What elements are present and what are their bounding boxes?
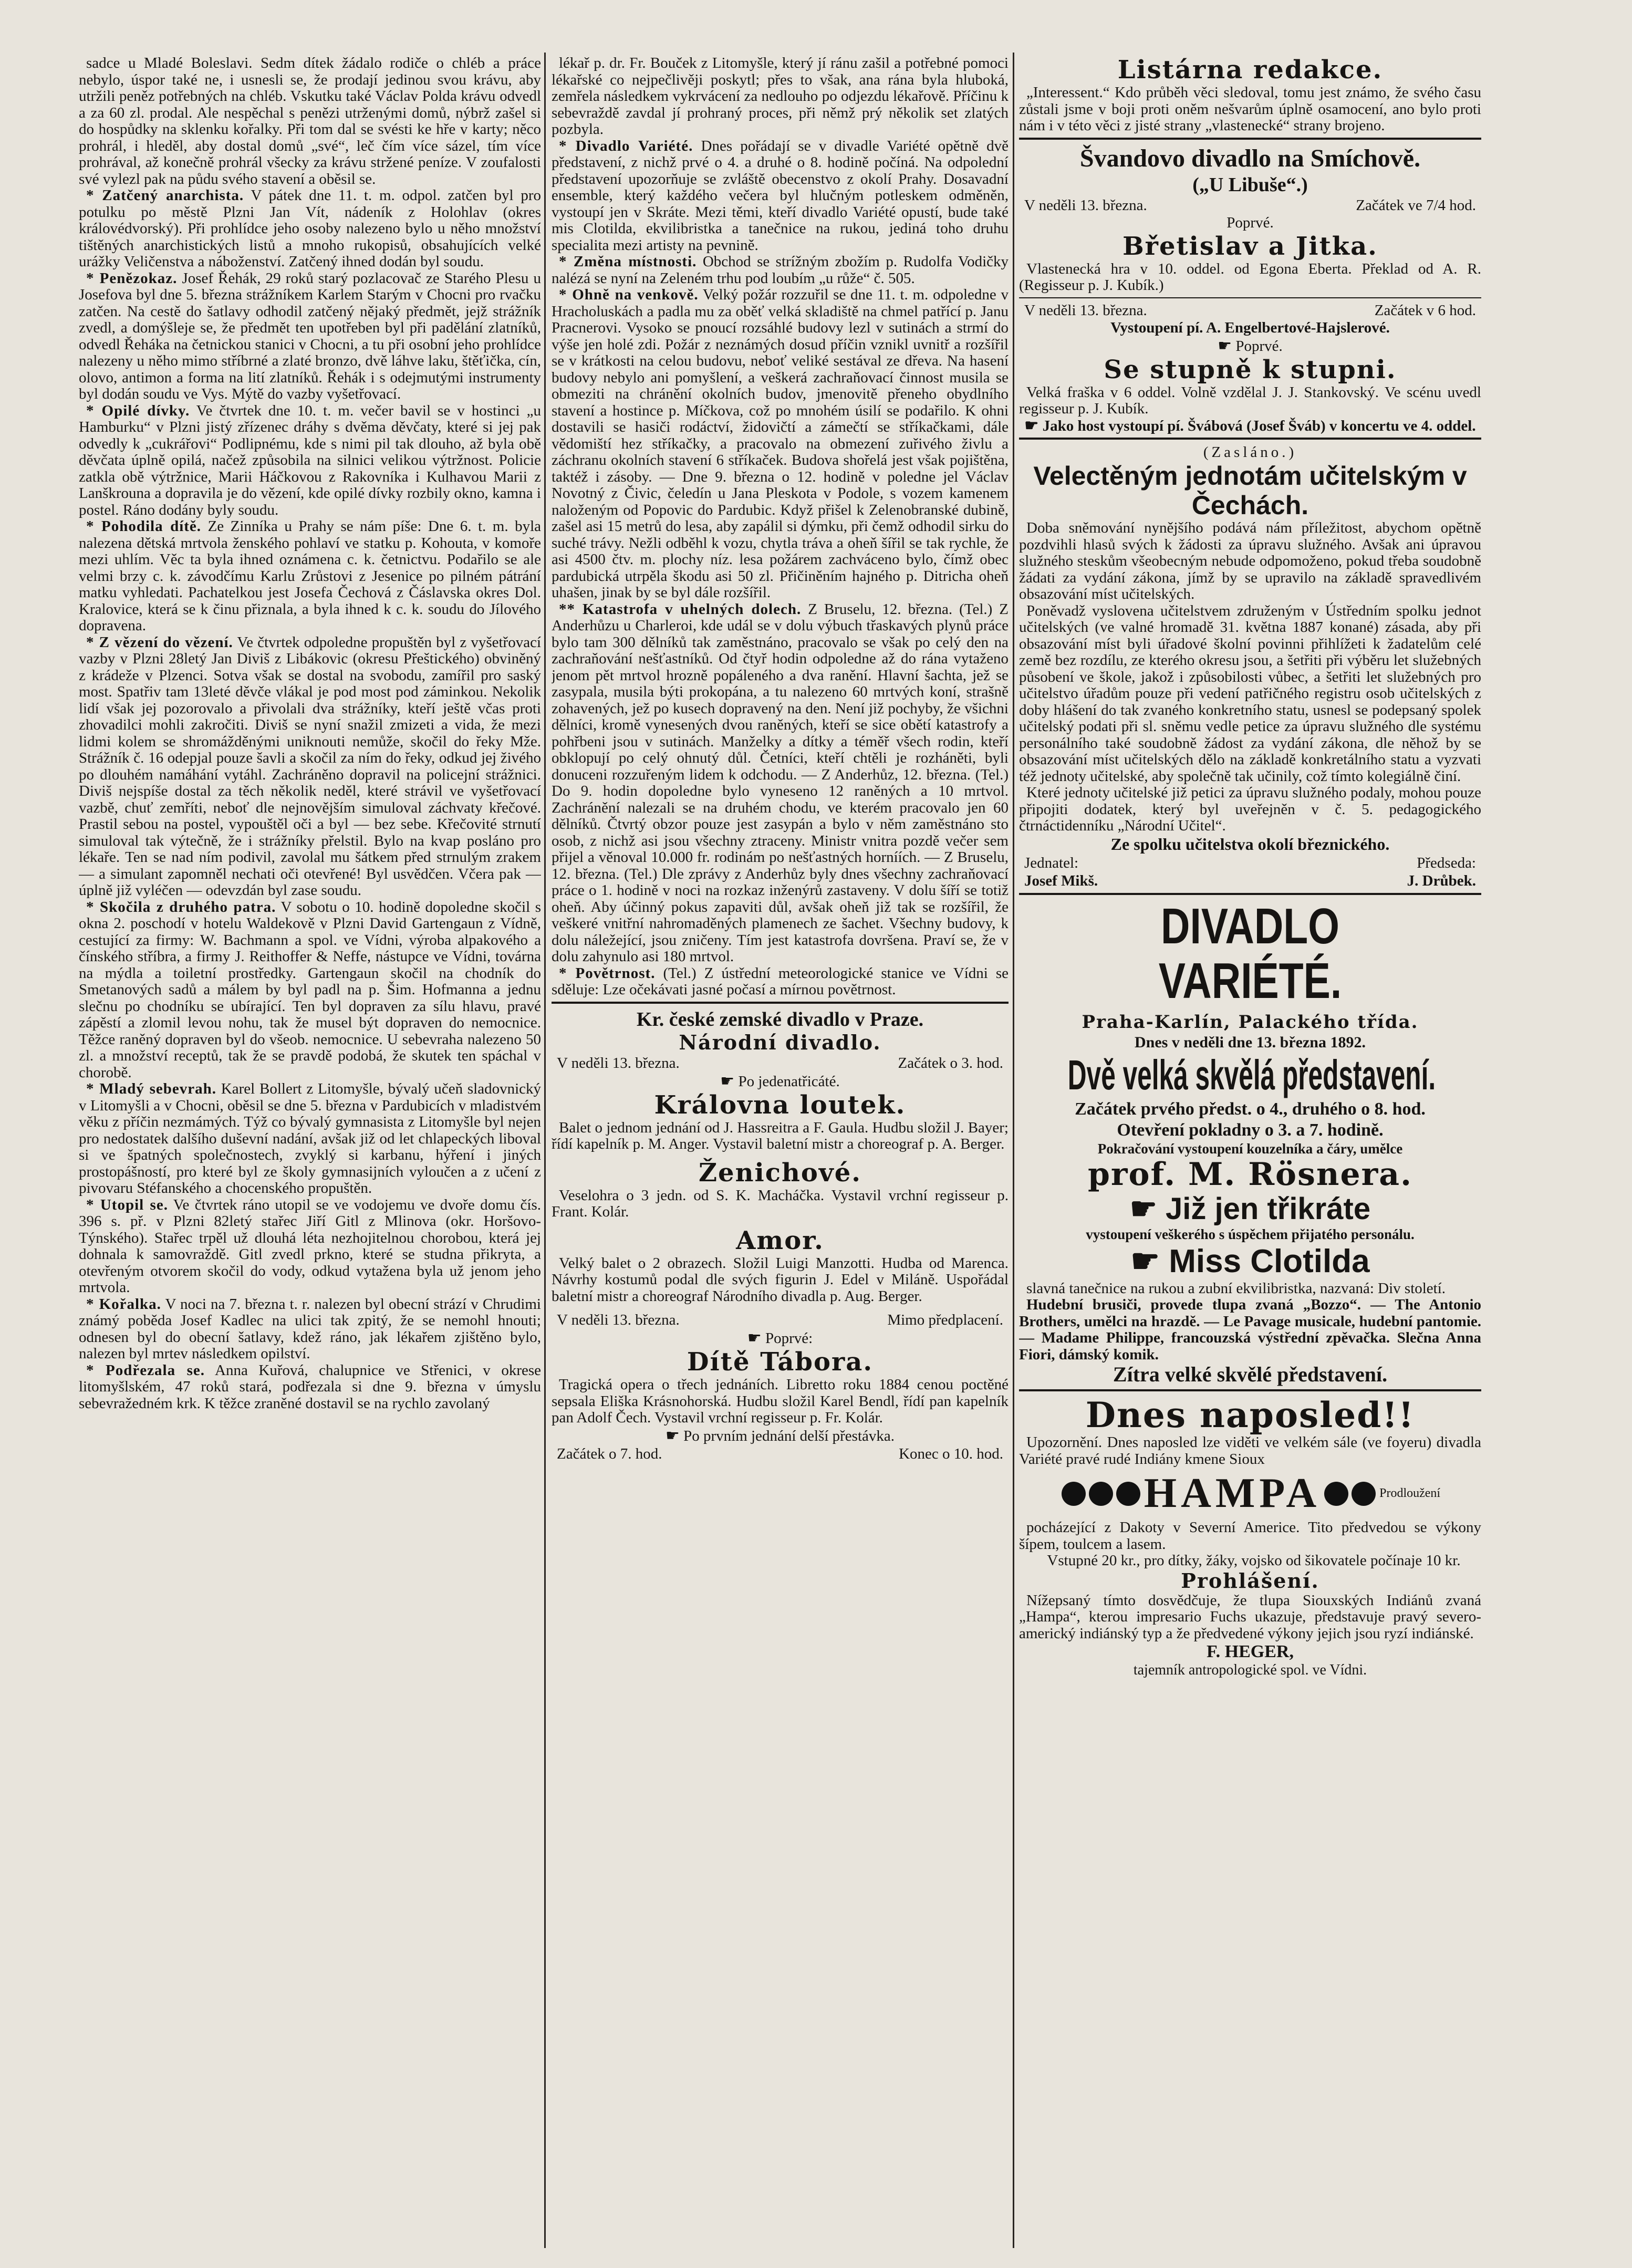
news-paragraph: [79, 899, 541, 1081]
play-title: Královna loutek.: [654, 1090, 906, 1120]
guest-note: Vystoupení pí. A. Engelbertové-Hajslerové.: [1110, 319, 1390, 336]
column-rule: [544, 53, 546, 2248]
news-headline: * Divadlo Variété.: [559, 137, 693, 154]
pointing-hand-icon: ☛: [1024, 417, 1039, 434]
news-headline: * Skočila z druhého patra.: [86, 898, 276, 915]
play-description: Veselohra o 3 jedn. od S. K. Macháčka. Vystavil vrchní regisseur p. Frant. Kolár.: [552, 1187, 1009, 1220]
ad-tag: Prodloužení: [1379, 1486, 1441, 1500]
decorative-dot-icon: [1089, 1482, 1113, 1506]
news-paragraph: [79, 403, 541, 519]
theatre-heading: Kr. české zemské divadlo v Praze.: [636, 1008, 924, 1031]
divider: [1019, 893, 1481, 895]
start-time: Začátek o 7. hod.: [557, 1445, 662, 1462]
news-body: Ze Zinníka u Prahy se nám píše: Dne 6. t. m. byla nalezena dětská mrtvola ženského pohlaví ve statku p. Kohouta, v komoře mezi uhlím. Věc ta byla ihned oznámena c. k. četnictvu. Podařilo se ale velmi brzy c. k. závodčímu Karlu Zrůstovi z Jesenice po pilném pátrání matku vyhledati. Pachatelkou jest Josefa Čechová z Čáslavska okres Dol. Kralovice, která se k činu přiznala, a byla ihned k c. k. soudu do Jílového dopravena.: [79, 518, 541, 634]
decorative-dot-icon: [1062, 1482, 1086, 1506]
news-headline: * Povětrnost.: [559, 964, 656, 982]
signer-name: Josef Mikš.: [1024, 872, 1098, 889]
sent-in-label: (Zasláno.): [1203, 444, 1297, 461]
news-paragraph: [552, 601, 1009, 965]
ad-title: Prohlášení.: [1181, 1568, 1319, 1593]
news-headline: ** Katastrofa v uhelných dolech.: [559, 600, 802, 618]
divider: [1019, 138, 1481, 140]
national-theatre-listing: [552, 1008, 1009, 1463]
decorative-dot-icon: [1352, 1482, 1376, 1506]
news-paragraph: [79, 55, 541, 188]
divider: [1019, 297, 1481, 298]
decorative-dot-icon: [1324, 1482, 1348, 1506]
divider: [1019, 438, 1481, 440]
ad-title: Dnes naposled!!: [1085, 1395, 1415, 1435]
play-title: Ženichové.: [699, 1158, 861, 1188]
guest-note: Jako host vystoupí pí. Švábová (Josef Šváb) v koncertu ve 4. oddel.: [1042, 417, 1476, 434]
notice-heading: Velectěným jednotám učitelským v Čechách.: [1033, 461, 1467, 520]
ad-performer: Miss Clotilda: [1169, 1243, 1370, 1279]
date: V neděli 13. března.: [557, 1054, 680, 1071]
news-headline: * Zatčený anarchista.: [86, 187, 244, 204]
play-description: Balet o jednom jednání od J. Hassreitra a F. Gaula. Hudbu složil J. Bayer; řídí kapelník p. M. Anger. Vystavil baletní mistr a choreograf p. A. Berger.: [552, 1119, 1009, 1152]
news-body: Ve čtvrtek ráno utopil se ve vodojemu ve dvoře domu čís. 396 s. př. v Plzni 82letý stařec Jiří Gitl z Mlinova (okr. Horšovo-Týnského). Stařec trpěl už dlouhá léta nezhojitelnou chorobou, která jej dohnala k samovraždě. Gitl zvedl prkno, které se studna přikryta, a otevřeným otvorem skočil do vody, odkud vytažena byla už jenom jeho mrtvola.: [79, 1196, 541, 1296]
divider: [552, 1002, 1009, 1004]
pointing-hand-icon: ☛: [1129, 1191, 1157, 1226]
news-body: sadce u Mladé Boleslavi. Sedm dítek žádalo rodiče o chléb a práce nebylo, úspor také ne, i usnesli se, že prodají jedinou svou krávu, aby utržili peněz potřebných na chléb. Vskutku také Václav Polda krávu odvedl a za 60 zl. prodal. Ale nespěchal s penězi utrženými domů, nýbrž zašel si do hospůdky na sklenku kořalky. Při tom dal se svésti ke hře v karty; něco prohrál, i hleděl, aby dostal domů „své“, leč čím více sázel, tím více prohrával, až konečně prohrál všecky za krávu stržené peníze. V zoufalosti své vylezl pak na půdu svého stavení a oběsil se.: [79, 55, 541, 188]
ad-footer: Zítra velké skvělé představení.: [1113, 1362, 1388, 1386]
notice-text: Které jednoty učitelské již petici za úpravu služného podaly, mohou pouze připojiti dodatek, který byl uveřejněn v č. 5. pedagogického čtrnáctidenníku „Národní Učitel“.: [1019, 784, 1481, 834]
ad-title: DIVADLO VARIÉTÉ.: [1158, 898, 1342, 1009]
letters-text: „Interessent.“ Kdo průběh věci sledoval, tomu jest známo, že svého času zůstali jsme v boji proti oněm nešvarům úplně osamocení, ano bylo proti nám i v této věci z jisté strany „vlastenecké“ strany brojeno.: [1019, 84, 1481, 134]
news-body: Obchod se strížným zbožím p. Rudolfa Vodičky nalézá se nyní na Zeleném trhu pod loubím „u růže“ č. 505.: [552, 253, 1009, 287]
news-body: Ve čtvrtek dne 10. t. m. večer bavil se v hostinci „u Hamburku“ v Plzni jistý zřízenec dráhy s dvěma děvčaty, které si jej pak odvedly k „cukrářovi“ Podlipnému, kde s nimi pil tak dlouho, až byla obě děvčata úplně opilá, načež způsobila na silnici velikou výtržnost. Policie zatkla obě výtržnice, Marii Háčkovou z Rakovníka i Kulhavou Marii z Lanškrouna a dopravila je do vězení, kde opilé dívky rozbily okno, kamna i postel. Ráno dodány byly soudu.: [79, 402, 541, 518]
ad-box-office: Otevření pokladny o 3. a 7. hodině.: [1117, 1120, 1384, 1140]
performance-note: Po jedenatřicáté.: [738, 1073, 840, 1090]
news-body: lékař p. dr. Fr. Bouček z Litomyšle, který jí ránu zašil a potřebné pomoci lékařské co nejpečlivěji poskytl; přes to však, ana rána byla hluboká, zemřela následkem vykrvácení za nedlouho po odjezdu lékařově. Příčinu k sebevraždě zavdal jí prohraný proces, při němž prý několik set zlatých pozbyla.: [552, 55, 1009, 138]
news-paragraph: [79, 518, 541, 634]
play-title: Se stupně k stupni.: [1104, 355, 1397, 384]
news-paragraph: [79, 188, 541, 271]
news-headline: * Změna místnosti.: [559, 253, 697, 270]
pointing-hand-icon: ☛: [720, 1072, 735, 1090]
ad-text: vystoupení veškerého s úspěchem přijatého personálu.: [1086, 1226, 1415, 1242]
news-headline: * Opilé dívky.: [86, 402, 190, 419]
signer-role: Jednatel:: [1024, 854, 1079, 871]
news-headline: * Z vězení do vězení.: [86, 633, 233, 651]
news-column-2-articles: [552, 55, 1009, 998]
news-paragraph: [79, 1362, 541, 1412]
performance-note: Poprvé:: [765, 1330, 813, 1347]
news-paragraph: [552, 254, 1009, 287]
date: V neděli 13. března.: [1024, 196, 1147, 214]
ad-subtitle: Praha-Karlín, Palackého třída.: [1082, 1011, 1419, 1033]
variete-advertisement: [1019, 899, 1481, 1387]
news-paragraph: [79, 1081, 541, 1197]
play-description: Tragická opera o třech jednáních. Libretto roku 1884 cenou poctěné sepsala Eliška Krásnohorská. Hudbu složil Karel Bendl, řídí pan kapelník pan Adolf Čech. Vystavil vrchní regisseur p. Fr. Kolár.: [552, 1376, 1009, 1426]
news-body: Karel Bollert z Litomyšle, bývalý učeň sladovnický v Litomyšli a v Chocni, oběsil se dne 5. března v Pardubicích v mladistvém věku z příčin nezmámých. Týž co bývalý gymnasista z Litomyšle byl nejen pro nedostatek dalšího duševní nadání, avšak již od let chlapeckých liboval si ve špatných společnostech, zvyklý si karbanu, hýření i jiných prostopášností, pro které byl ze školy gymnasijních vyloučen a z učení z pivovaru Stéfanského a chocenského propuštěn.: [79, 1080, 541, 1197]
news-column-1: [79, 55, 541, 2256]
ad-text: Upozornění. Dnes naposled lze viděti ve velkém sále (ve foyeru) divadla Variété pravé rudé Indiány kmene Sioux: [1019, 1434, 1481, 1468]
intermission-note: Po prvním jednání delší přestávka.: [683, 1427, 895, 1444]
news-body: V pátek dne 11. t. m. odpol. zatčen byl pro potulku po městě Plzni Jan Vít, nádeník z Holohlav (okres královédvorský). Při prohlídce jeho osoby nalezeno bylo u něho množství tištěných anarchistických listů a mnoho rukopisů, obsahujících velké urážky Veličenstva a náboženství. Zatčený ihned dodán byl soudu.: [79, 187, 541, 270]
news-headline: * Pohodila dítě.: [86, 518, 202, 535]
news-body: Anna Kuřová, chalupnice ve Střenici, v okrese litomyšlském, 47 roků stará, podřezala si dne 9. března v úmyslu sebevražedném krk. K těžce zraněné dostavil se na rychlo zavolaný: [79, 1361, 541, 1412]
theatre-heading: Švandovo divadlo na Smíchově.: [1079, 144, 1421, 172]
theatre-subheading: Národní divadlo.: [679, 1030, 881, 1054]
news-paragraph: [552, 55, 1009, 138]
ad-text: pocházející z Dakoty v Severní Americe. Tito předvedou se výkony šípem, toulcem a lasem.: [1019, 1519, 1481, 1553]
performance-note: Poprvé.: [1226, 214, 1274, 231]
news-body: V noci na 7. března t. r. nalezen byl obecní strází v Chrudimi známý poběda Josef Kadlec na ulici tak zpitý, že se nemohl hnouti; odnesen byl do obecní šatlavy, kdež ráno, jak lékařem zjištěno bylo, nalezen byl mrtev následkem opilství.: [79, 1295, 541, 1362]
start-time: Začátek o 3. hod.: [898, 1054, 1003, 1071]
ad-performer: prof. M. Rösnera.: [1087, 1156, 1413, 1193]
ad-headline: Již jen třikráte: [1166, 1191, 1371, 1226]
decorative-dot-icon: [1116, 1482, 1140, 1506]
ad-headline: Dvě velká skvělá představení.: [1067, 1051, 1436, 1098]
divider: [1019, 1389, 1481, 1391]
hampa-advertisement: [1019, 1396, 1481, 1679]
news-body: (Tel.) Z ústřední meteorologické stanice ve Vídni se sděluje: Lze očekávati jasné počasí a mírnou povětrnost.: [552, 964, 1009, 998]
news-paragraph: [79, 271, 541, 403]
signer-role: Předseda:: [1417, 854, 1476, 871]
letters-heading: Listárna redakce.: [1117, 55, 1383, 85]
news-paragraph: [552, 965, 1009, 998]
ad-text: Nížepsaný tímto dosvědčuje, že tlupa Siouxských Indiánů zvaná „Hampa“, kterou impresario Fuchs ukazuje, představuje pravý severo-americký indiánský typ a že předvedené výkony jejich jsou ryzí indiánské.: [1019, 1591, 1481, 1642]
ad-start: Začátek prvého předst. o 4., druhého o 8. hod.: [1075, 1099, 1426, 1119]
play-title: Dítě Tábora.: [687, 1347, 874, 1377]
ad-date: Dnes v neděli dne 13. března 1892.: [1134, 1033, 1366, 1051]
news-headline: * Ohně na venkově.: [559, 286, 699, 303]
news-body: Dnes pořádají se v divadle Variété opětně dvě představení, z nichž prvé o 4. a druhé o 8. hodině počíná. Na odpolední představení upozorňuje se zvláště obecenstvo z okolí Prahy. Dosavadní ensemble, který každého večera byl hlučným potleskem odměněn, vystoupí jen v Skráte. Mezi těmi, kteří divadlo Variété opustí, bude také mis Clotilda, ekvilibristka a tanečnice na rukou, jediná toho druhu specialita mezi artisty na pevnině.: [552, 137, 1009, 254]
signer-role: tajemník antropologické spol. ve Vídni.: [1133, 1662, 1367, 1678]
ads-column: [1019, 55, 1481, 2256]
news-headline: * Mladý sebevrah.: [86, 1080, 217, 1097]
news-column-2: [552, 55, 1009, 2256]
extra-note: Mimo předplacení.: [887, 1312, 1003, 1328]
ad-text: slavná tanečnice na rukou a zubní ekvilibristka, nazvaná: Div století.: [1026, 1279, 1446, 1297]
news-body: Ve čtvrtek odpoledne propuštěn byl z vyšetřovací vazby v Plzni 28letý Jan Diviš z Libákovic (okresu Přeštického) obviněný z krádeže v Plzenci. Sotva však se dostal na svobodu, zamířil pro saský most. Spatřiv tam 13leté děvče vlákal je pod most pod záminkou. Nekolik lidí však jej pozorovalo a přivolali dva strážníky, kteří ještě včas proti zhovadilci mohli zakročiti. Diviš se nyní snažil zmizeti a vida, že mezi lidmi kolem se shromážděnými uniknouti nemůže, skočil do řeky Mže. Strážník č. 16 odepjal pouze šavli a skočil za ním do řeky, odkud jej živého po dlouhém namáhání vytáhl. Zachráněno dopravil na policejní strážnici. Diviš nejspíše dostal za těch několik neděl, které strávil ve vyšetřovací vazbě, chuť zemříti, neboť dle nejnovějším simuloval záchvaty křečové. Prastil sebou na postel, vypouštěl oči a byl — bez sebe. Křečovité strnutí simuloval tak výtečně, že i strážníky přelstil. Bylo na kvap posláno pro lékaře. Ten se nad ním podivil, zavolal mu šátkem před strnulým zrakem — a simulant zapomněl nechati oči otevřené! Byl usvědčen. Včera pak — úplně již vyléčen — odevzdán byl zase soudu.: [79, 633, 541, 899]
news-paragraph: [79, 634, 541, 899]
news-headline: * Kořalka.: [86, 1295, 161, 1313]
start-time: Začátek v 6 hod.: [1374, 301, 1476, 319]
play-description: Vlastenecká hra v 10. oddel. od Egona Eberta. Překlad od A. R. (Regisseur p. J. Kubík.): [1019, 260, 1481, 294]
news-paragraph: [79, 1296, 541, 1362]
pointing-hand-icon: ☛: [665, 1427, 680, 1444]
news-body: Josef Řehák, 29 roků starý pozlacovač ze Starého Plesu u Josefova byl dne 5. března strážníkem Karlem Starým v Chocni pro rvačku zatčen. Na cestě do šatlavy odhodil zatčený nějaký předmět, jejž strážník zvedl, a domýšleje se, že předmět ten upotřeben byl při padělání zlatníků, odvedl Řeháka na četnickou stanici v Chocni, a tu při osobní jeho prohlídce nalezeny u něho mimo stříbrné a zlaté bronzo, dvě láhve laku, štěťička, cín, olovo, antimon a forma na lití zlatníků. Řehák i s odejmutými instrumenty byl dodán soudu ve Vys. Mýtě do vazby vyšetřovací.: [79, 269, 541, 402]
theatre-subheading: („U Libuše“.): [1192, 173, 1308, 196]
signer-name: J. Drůbek.: [1407, 872, 1476, 889]
ad-text: Pokračování vystoupení kouzelníka a čáry, umělce: [1097, 1140, 1403, 1157]
pointing-hand-icon: ☛: [1218, 337, 1232, 355]
news-body: V sobotu o 10. hodině dopoledne skočil s okna 2. poschodí v hotelu Waldekově v Plzni David Gartengaun z Vídně, cestující za firmy: W. Bachmann a spol. ve Vídni, výroba alpakového a čínského stříbra, a firmy J. Reithoffer & Neffe, nástupce ve Vídni, továrna na mýdla a toiletní prostředky. Gartengaun skočil na chodník do Smetanových sadů a málem by byl padl na p. Šim. Hofmanna a jednu slečnu po chodníku se ubírající. Ten byl dopraven za sílu hlavu, pravé zápěstí a zlomil levou nohu, tak že musel být dopraven do nemocnice. Těžce raněný dopraven byl do všeob. nemocnice. U sebevraha nalezeno 50 zl. a množství receptů, tak že se pravdě podobá, že skutek ten spáchal v chorobě.: [79, 898, 541, 1081]
news-body: Velký požár rozzuřil se dne 11. t. m. odpoledne v Hracholuskách a padla mu za oběť velká skladiště na chmel patřící p. Janu Pracnerovi. Vysoko se pnoucí rozsáhlé budovy lezl v sutinách a strmí do výše jen holé zdi. Požár z neznámých dosud příčin vznikl uvnitř a rozšířil se v krátkosti na celou budovu, neboť veliké sestával ze dřeva. Na hasení budovy nebylo ani pomyšlení, a veškerá zachraňovací činnost musila se obmeziti na chránění okolních budov, jmenovitě přeneho obydlního stavení a hostince p. Míčkova, což po mnohém úsilí se podařilo. K ohni dostavili se hasiči rodáctví, židovičtí a zámečtí se stříkačkami, dále vědomiští hez stříkačky, a pracovalo na obmezení zuřivého živlu a záchranu okolních stavení 6 stříkaček. Budova shořelá jest však pojištěna, taktéž i zásoby. — Dne 9. března o 12. hodině v poledne jel Václav Novotný z Čivic, čeledín u Jana Pleskota v Podole, s vozem kamenem naloženým od Popovic do Pardubic. Když přišel k Zelenobranské dubině, zašel asi 15 metrů do lesa, aby zapálil si dýmku, při čemž odhodil sirku do suché trávy. Nežli odběhl k vozu, chytla tráva a oheň šířil se tak rychle, že asi 4500 čtv. m. plochy níz. lesa požárem zachváceno bylo, čímž obec pardubická utrpěla škodu asi 50 zl. Přičiněním hajného p. Ditricha oheň uhašen, jinak by se byl dále rozšířil.: [552, 286, 1009, 601]
pointing-hand-icon: ☛: [1130, 1243, 1160, 1279]
signer-name: F. HEGER,: [1207, 1642, 1294, 1661]
end-time: Konec o 10. hod.: [899, 1445, 1003, 1462]
play-title: Amor.: [736, 1225, 824, 1255]
play-description: Velká fraška v 6 oddel. Volně vzdělal J. J. Stankovský. Ve scénu uvedl regisseur p. J. Kubík.: [1019, 383, 1481, 417]
performance-note: Poprvé.: [1235, 337, 1283, 355]
news-paragraph: [552, 138, 1009, 254]
news-body: Z Bruselu, 12. března. (Tel.) Z Anderhůzu u Charleroi, kde udál se v dolu výbuch třaskavých plynů práce bylo tam 300 dělníků tak zaměstnáno, pracovalo se však po celý den na zachraňování nešťastníků. Od čtyř hodin odpoledne až do rána vytaženo jenom pět mrtvol hrozně popáleného a dva ranění. Hlavní šachta, jež se zasypala, musila býti prokopána, a tu nalezeno 60 mrtvých koní, strašně zohavených, jež po kusech dopravený na den. Není již pochyby, že všichni dělníci, kromě vynesených dvou raněných, kteří se sice obětí katastrofy a pohřbeni jsou v sutinách. Manželky a dítky a téměř všech rodin, kteří obklopují po celý ohnutý důl. Četníci, kteří chtěli je rozháněti, byli donuceni rozzuřeným lidem k odchodu. — Z Anderhůz, 12. března. (Tel.) Do 9. hodin dopoledne bylo vyneseno 12 raněných a 10 mrtvol. Zachránění nalezali se na druhém chodu, ve kterém pracovalo jen 60 dělníků. Čtvrtý obzor pouze jest zasypán a bylo v něm zaměstnáno sto osob, z nichž asi jsou všechny ztraceny. Ministr vnitra pozdě večer sem přijel a věnoval 10.000 fr. rodinám po nešťastných horníích. — Z Bruselu, 12. března. (Tel.) Dle zprávy z Anderhůz byly dnes všechny zachraňovací práce o 1. hodině v noci na rozkaz inženýrů zastaveny. V dolu šíří se totiž oheň. Aby účinný pokus zapaviti důl, avšak oheň již tak se rozšířil, že veškeré vnitřní nahromaděných plamenech ze šachet. Všechny budovy, k dolu náležející, jsou zničeny. Tím jest katastrofa dovršena. Praví se, že v dolu zahynulo asi 180 mrtvol.: [552, 600, 1009, 965]
pointing-hand-icon: ☛: [747, 1329, 762, 1347]
play-description: Velký balet o 2 obrazech. Složil Luigi Manzotti. Hudba od Marenca. Návrhy kostumů podal dle svých figurin J. Edel v Miláně. Uspořádal baletní mistr a choreograf Národního divadla p. Aug. Berger.: [552, 1254, 1009, 1305]
date: V neděli 13. března.: [557, 1312, 680, 1328]
news-headline: * Penězokaz.: [86, 269, 178, 287]
date: V neděli 13. března.: [1024, 301, 1147, 319]
notice-text: Doba sněmování nynějšího podává nám příležitost, abychom opětně pozdvihli hlasů svých k žádosti za úpravu služného. Avšak ani úpravou služného steskům všeobecným nebude odpomoženo, pokud třeba soudobně žádati za vydání zákona, jímž by se upravilo na základě spravedlivém obsazování míst učitelských.: [1019, 519, 1481, 602]
start-time: Začátek ve 7/4 hod.: [1356, 196, 1476, 214]
ad-performer: HAMPA: [1144, 1470, 1321, 1516]
ad-price: Vstupné 20 kr., pro dítky, žáky, vojsko od šikovatele počínaje 10 kr.: [1047, 1552, 1461, 1569]
news-headline: * Utopil se.: [86, 1196, 168, 1213]
news-paragraph: [552, 287, 1009, 601]
news-paragraph: [79, 1197, 541, 1296]
play-title: Břetislav a Jitka.: [1122, 231, 1378, 261]
ad-text: Hudební brusiči, provede tlupa zvaná „Bozzo“. — The Antonio Brothers, umělci na hrazdě. — Le Pavage musicale, hudební pantomie. — Madame Philippe, francouzská výstřední zpěvačka. Slečna Anna Fiori, dámský komik.: [1019, 1296, 1481, 1363]
news-headline: * Podřezala se.: [86, 1361, 205, 1379]
column-rule: [1013, 53, 1014, 2248]
notice-signature: Ze spolku učitelstva okolí březnického.: [1110, 834, 1390, 854]
notice-text: Poněvadž vyslovena učitelstvem združeným v Ústředním spolku jednot učitelských (ve valné hromadě 31. května 1887 konané) zásada, aby při obsazování míst byli úřadové školní povinni přihlížeti k žadatelům celé země bez rozdílu, ze kterého okresu jsou, a šetřiti při výběru let služebných působení ve škole, jakož i způsobilosti vůbec, a šetřiti let služebných pro učitelstvo úřadům pouze při vedení patřičného registru osob učitelských z doby hlášení do tak zvaného konkretního statu, usnesl se podepsaný spolek učitelský podati při sl. sněmu vedle petice za úpravu služného dle systému personálního také soudobně žádost za vydání zákona, dle něhož by se obsazování míst učitelských dělo na základě konkretálního statu a vyzvati též jednoty učitelské, aby společně tak učinily, což tímto kolegiálně činí.: [1019, 602, 1481, 785]
